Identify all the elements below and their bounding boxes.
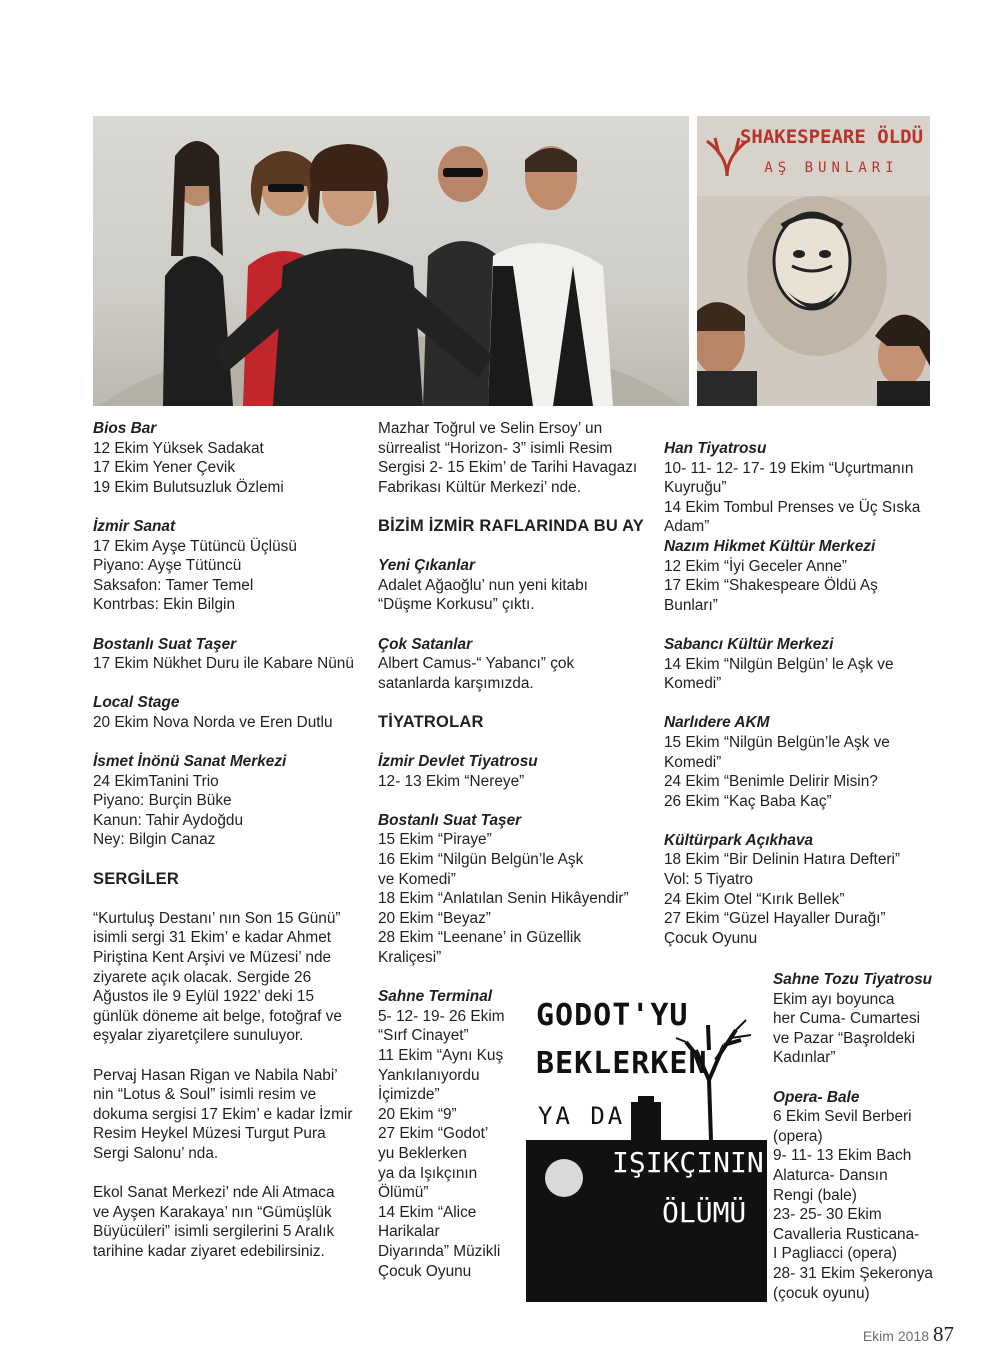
exhibit-line: günlük döneme ait belge, fotoğraf ve: [93, 1007, 342, 1025]
poster-line-4: IŞIKÇININ: [612, 1146, 764, 1179]
venue-title: İzmir Sanat: [93, 517, 176, 535]
category-title: Çok Satanlar: [378, 635, 473, 653]
listing-line: Komedi”: [664, 675, 722, 693]
band-photo: [93, 116, 689, 406]
listing-line: Piyano: Burçin Büke: [93, 792, 232, 810]
venue-title: Sahne Tozu Tiyatrosu: [773, 971, 933, 988]
listing-line: 9- 11- 13 Ekim Bach: [773, 1147, 912, 1165]
venue-title: Local Stage: [93, 694, 180, 712]
listing-line: 10- 11- 12- 17- 19 Ekim “Uçurtmanın: [664, 459, 914, 477]
listing-line: 28- 31 Ekim Şekeronya: [773, 1264, 933, 1282]
album-subtitle: AŞ BUNLARI: [764, 160, 899, 176]
listing-line: Kuyruğu”: [664, 479, 727, 497]
listing-line: Kontrbas: Ekin Bilgin: [93, 596, 236, 614]
listing-line: 16 Ekim “Nilgün Belgün’le Aşk: [378, 851, 584, 869]
venue-title: Kültürpark Açıkhava: [664, 831, 814, 849]
listing-line: Albert Camus-“ Yabancı” çok: [378, 655, 575, 673]
listing-line: 18 Ekim “Anlatılan Senin Hikâyendir”: [378, 890, 629, 908]
exhibit-line: Ekol Sanat Merkezi’ nde Ali Atmaca: [93, 1184, 335, 1202]
issue-month: Ekim 2018: [862, 1328, 929, 1344]
listing-line: Ney: Bilgin Canaz: [93, 831, 216, 849]
exhibit-line: Resim Heykel Müzesi Turgut Pura: [93, 1125, 326, 1143]
listing-line: “Düşme Korkusu” çıktı.: [378, 596, 535, 614]
listing-line: 17 Ekim Nükhet Duru ile Kabare Nünü: [93, 655, 354, 673]
listing-line: Alaturca- Dansın: [773, 1166, 888, 1184]
listing-line: Harikalar: [378, 1223, 440, 1241]
venue-title: Nazım Hikmet Kültür Merkezi: [664, 537, 876, 555]
tree-icon: [686, 1025, 741, 1140]
listing-line: Ekim ayı boyunca: [773, 990, 895, 1008]
exhibit-line: ve Ayşen Karakaya’ nın “Gümüşlük: [93, 1203, 332, 1221]
page-footer: [863, 1322, 954, 1347]
listing-line: Piyano: Ayşe Tütüncü: [93, 557, 242, 575]
venue-title: İzmir Devlet Tiyatrosu: [378, 753, 538, 771]
exhibit-line: “Kurtuluş Destanı’ nın Son 15 Günü”: [93, 909, 341, 927]
listing-line: 27 Ekim “Godot’: [378, 1125, 489, 1143]
exhibit-line: ziyarete açık olacak. Sergide 26: [93, 968, 312, 986]
godot-poster: [526, 990, 767, 1302]
listing-line: ya da Işıkçının: [378, 1164, 478, 1182]
listing-line: 18 Ekim “Bir Delinin Hatıra Defteri”: [664, 851, 901, 869]
listing-line: 24 Ekim “Benimle Delirir Misin?: [664, 773, 878, 791]
column-1: [93, 419, 363, 1262]
listing-line: 28 Ekim “Leenane’ in Güzellik: [378, 929, 582, 947]
listing-line: satanlarda karşımızda.: [378, 674, 534, 692]
poster-line-2: BEKLERKEN: [536, 1046, 708, 1081]
listing-line: Adalet Ağaoğlu’ nun yeni kitabı: [378, 576, 588, 594]
category-title: Yeni Çıkanlar: [378, 557, 475, 575]
listing-line: Kraliçesi”: [378, 949, 442, 967]
poster-line-3: YA DA: [538, 1102, 626, 1130]
listing-line: 17 Ekim “Shakespeare Öldü Aş: [664, 577, 878, 595]
exhibit-line: Piriştina Kent Arşivi ve Müzesi’ nde: [93, 949, 332, 967]
exhibit-line: isimli sergi 31 Ekim’ e kadar Ahmet: [93, 929, 332, 947]
band-photo-illustration: [93, 116, 689, 406]
listing-line: 12 Ekim “İyi Geceler Anne”: [664, 557, 848, 575]
listing-line: 14 Ekim “Alice: [378, 1203, 477, 1221]
listing-line: 23- 25- 30 Ekim: [773, 1206, 882, 1224]
venue-title: Opera- Bale: [773, 1088, 860, 1106]
section-heading-tiyatrolar: TİYATROLAR: [378, 712, 484, 731]
listing-line: 24 Ekim Otel “Kırık Bellek”: [664, 890, 845, 908]
exhibit-line: tarihine kadar ziyaret edebilirsiniz.: [93, 1242, 325, 1260]
exhibit-line: Sergi Salonu’ nda.: [93, 1144, 219, 1162]
exhibit-line: Fabrikası Kültür Merkezi’ nde.: [378, 478, 582, 496]
venue-title: Narlıdere AKM: [664, 714, 770, 732]
listing-line: 15 Ekim “Piraye”: [378, 831, 492, 849]
listing-line: Cavalleria Rusticana-: [773, 1225, 920, 1243]
listing-line: 12- 13 Ekim “Nereye”: [378, 772, 525, 790]
venue-title: Bostanlı Suat Taşer: [93, 635, 237, 653]
listing-line: Yankılanıyordu: [378, 1066, 480, 1084]
exhibit-line: Ağustos ile 9 Eylül 1922’ deki 15: [93, 988, 315, 1006]
venue-title: Bios Bar: [93, 420, 157, 437]
listing-line: 12 Ekim Yüksek Sadakat: [93, 439, 264, 457]
exhibit-line: dokuma sergisi 17 Ekim’ e kadar İzmir: [93, 1105, 353, 1123]
listing-line: ve Pazar “Başroldeki: [773, 1029, 915, 1047]
listing-line: Ölümü”: [378, 1184, 429, 1202]
listing-line: Kadınlar”: [773, 1049, 836, 1067]
album-title: SHAKESPEARE ÖLDÜ: [739, 126, 924, 148]
exhibit-line: Mazhar Toğrul ve Selin Ersoy’ un: [378, 420, 603, 437]
listing-line: 14 Ekim “Nilgün Belgün’ le Aşk ve: [664, 655, 894, 673]
venue-title: Bostanlı Suat Taşer: [378, 811, 522, 829]
section-heading-sergiler: SERGİLER: [93, 869, 179, 888]
listing-line: 20 Ekim “Beyaz”: [378, 909, 491, 927]
venue-title: Han Tiyatrosu: [664, 440, 767, 457]
listing-line: I Pagliacci (opera): [773, 1245, 898, 1263]
listing-line: 15 Ekim “Nilgün Belgün’le Aşk ve: [664, 733, 890, 751]
listing-line: 14 Ekim Tombul Prenses ve Üç Sıska: [664, 498, 921, 516]
exhibit-line: Pervaj Hasan Rigan ve Nabila Nabi’: [93, 1066, 338, 1084]
listing-line: Bunları”: [664, 596, 718, 614]
listing-line: 24 EkimTanini Trio: [93, 772, 219, 790]
listing-line: Komedi”: [664, 753, 722, 771]
listing-line: 27 Ekim “Güzel Hayaller Durağı”: [664, 910, 886, 928]
listing-line: (çocuk oyunu): [773, 1284, 870, 1302]
column-4: [773, 970, 973, 1303]
venue-title: Sahne Terminal: [378, 988, 493, 1006]
venue-title: Sabancı Kültür Merkezi: [664, 635, 834, 653]
listing-line: 26 Ekim “Kaç Baba Kaç”: [664, 792, 832, 810]
exhibit-line: eşyalar ziyaretçilere sunuluyor.: [93, 1027, 304, 1045]
column-3: [664, 439, 954, 948]
listing-line: 20 Ekim Nova Norda ve Eren Dutlu: [93, 713, 333, 731]
listing-line: Vol: 5 Tiyatro: [664, 871, 753, 889]
listing-line: 19 Ekim Bulutsuzluk Özlemi: [93, 478, 284, 496]
section-heading-raflar: BİZİM İZMİR RAFLARINDA BU AY: [378, 516, 644, 535]
listing-line: her Cuma- Cumartesi: [773, 1010, 921, 1028]
venue-title: İsmet İnönü Sanat Merkezi: [93, 753, 287, 771]
listing-line: Saksafon: Tamer Temel: [93, 576, 254, 594]
listing-line: Kanun: Tahir Aydoğdu: [93, 811, 244, 829]
listing-line: Diyarında” Müzikli: [378, 1242, 501, 1260]
listing-line: 6 Ekim Sevil Berberi: [773, 1108, 912, 1126]
listing-line: 5- 12- 19- 26 Ekim: [378, 1007, 505, 1025]
listing-line: İçimizde”: [378, 1086, 440, 1104]
poster-line-5: ÖLÜMÜ: [662, 1196, 747, 1229]
listing-line: (opera): [773, 1127, 823, 1145]
page-number: 87: [933, 1322, 954, 1346]
listing-line: Çocuk Oyunu: [378, 1262, 472, 1280]
listing-line: 17 Ekim Ayşe Tütüncü Üçlüsü: [93, 537, 297, 555]
album-cover: [697, 116, 930, 406]
listing-line: yu Beklerken: [378, 1144, 467, 1162]
exhibit-line: Sergisi 2- 15 Ekim’ de Tarihi Havagazı: [378, 459, 638, 477]
exhibit-line: nin “Lotus & Soul” isimli resim ve: [93, 1086, 317, 1104]
listing-line: “Sırf Cinayet”: [378, 1027, 469, 1045]
listing-line: Rengi (bale): [773, 1186, 857, 1204]
listing-line: 20 Ekim “9”: [378, 1105, 457, 1123]
exhibit-line: sürrealist “Horizon- 3” isimli Resim: [378, 439, 613, 457]
listing-line: Çocuk Oyunu: [664, 929, 758, 947]
listing-line: 11 Ekim “Aynı Kuş: [378, 1047, 504, 1064]
listing-line: ve Komedi”: [378, 870, 456, 888]
listing-line: 17 Ekim Yener Çevik: [93, 459, 236, 477]
exhibit-line: Büyücüleri” isimli sergilerini 5 Aralık: [93, 1223, 335, 1241]
poster-line-1: GODOT'YU: [536, 998, 689, 1033]
listing-line: Adam”: [664, 518, 710, 536]
